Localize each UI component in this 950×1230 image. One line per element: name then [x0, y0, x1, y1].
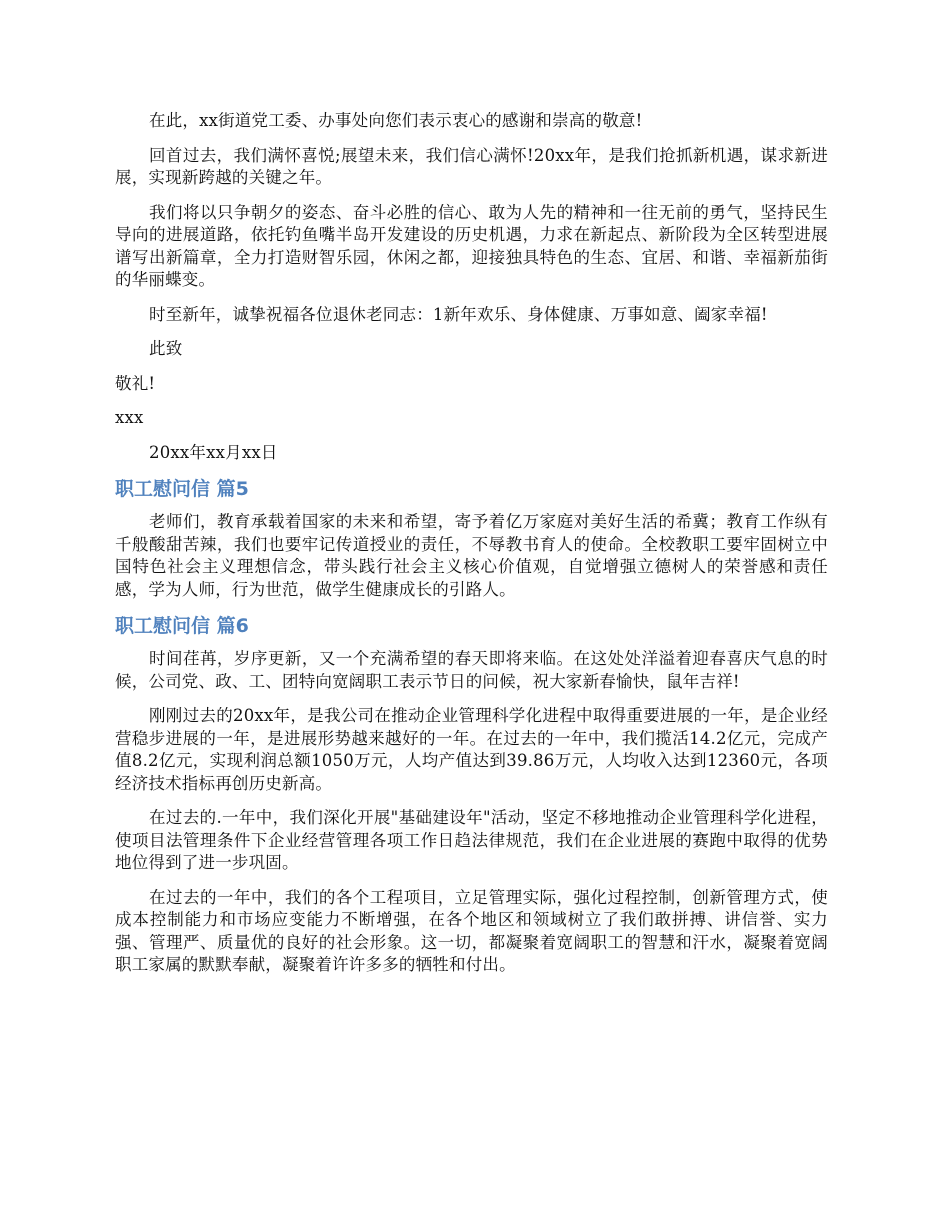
- paragraph-commitment: 我们将以只争朝夕的姿态、奋斗必胜的信心、敢为人先的精神和一往无前的勇气，坚持民生导向的进展道路，依托钓鱼嘴半岛开发建设的历史机遇，力求在新起点、新阶段为全区转型进展谱写出新篇章，全力打造财智乐园，休闲之都，迎接独具特色的生态、宜居、和谐、幸福新茄街的华丽蝶变。: [115, 202, 828, 289]
- section5-paragraph: 老师们，教育承载着国家的未来和希望，寄予着亿万家庭对美好生活的希冀；教育工作纵有千般酸甜苦辣，我们也要牢记传道授业的责任，不辱教书育人的使命。全校教职工要牢固树立中国特色社会主义理想信念，带头践行社会主义核心价值观，自觉增强立德树人的荣誉感和责任感，学为人师，行为世范，做学生健康成长的引路人。: [115, 512, 828, 599]
- section6-paragraph-management: 在过去的.一年中，我们深化开展"基础建设年"活动，坚定不移地推动企业管理科学化进程，使项目法管理条件下企业经营管理各项工作日趋法律规范，我们在企业进展的赛跑中取得的优势地位得到了进一步巩固。: [115, 808, 828, 872]
- paragraph-thanks: 在此，xx街道党工委、办事处向您们表示衷心的感谢和崇高的敬意!: [149, 111, 643, 130]
- section-heading-5: 职工慰问信 篇5: [115, 478, 249, 500]
- document-page: [115, 110, 828, 989]
- paragraph-new-year-wishes: 时至新年，诚挚祝福各位退休老同志：1新年欢乐、身体健康、万事如意、阖家幸福!: [149, 304, 768, 324]
- closing-salutation: 此致: [149, 339, 183, 358]
- paragraph-review: 回首过去，我们满怀喜悦;展望未来，我们信心满怀!20xx年，是我们抢抓新机遇，谋求新进展，实现新跨越的关键之年。: [115, 145, 828, 187]
- letter-date: 20xx年xx月xx日: [149, 442, 278, 462]
- section6-paragraph-results: 刚刚过去的20xx年，是我公司在推动企业管理科学化进程中取得重要进展的一年，是企业经营稳步进展的一年，是进展形势越来越好的一年。在过去的一年中，我们揽活14.2亿元，完成产值8.2亿元，实现利润总额1050万元，人均产值达到39.86万元，人均收入达到12360元，各项经济技术指标再创历史新高。: [115, 706, 828, 793]
- closing-regards: 敬礼!: [115, 373, 156, 393]
- signature: xxx: [115, 408, 144, 427]
- section6-paragraph-greeting: 时间荏苒，岁序更新，又一个充满希望的春天即将来临。在这处处洋溢着迎春喜庆气息的时候，公司党、政、工、团特向宽阔职工表示节日的问候，祝大家新春愉快，鼠年吉祥!: [115, 649, 828, 691]
- section-heading-6: 职工慰问信 篇6: [115, 615, 249, 637]
- section6-paragraph-projects: 在过去的一年中，我们的各个工程项目，立足管理实际，强化过程控制，创新管理方式，使成本控制能力和市场应变能力不断增强，在各个地区和领域树立了我们敢拼搏、讲信誉、实力强、管理严、质量优的良好的社会形象。这一切，都凝聚着宽阔职工的智慧和汗水，凝聚着宽阔职工家属的默默奉献，凝聚着许许多多的牺牲和付出。: [115, 887, 828, 974]
